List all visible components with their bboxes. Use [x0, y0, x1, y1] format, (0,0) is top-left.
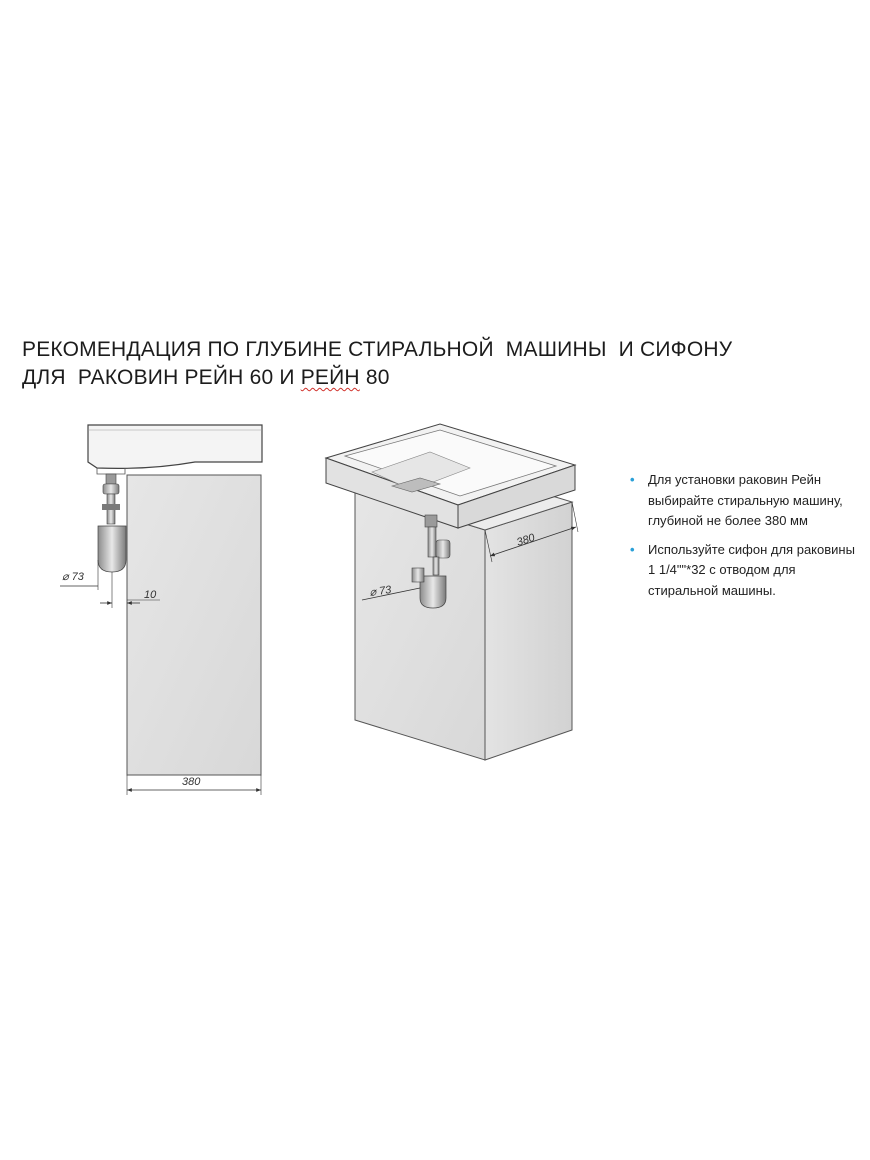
note-text: Используйте сифон для раковины 1 1/4""*32 с отводом для стиральной машины. [648, 541, 855, 598]
bullet-icon: • [630, 541, 635, 557]
washing-machine-side [127, 475, 261, 775]
washing-machine-front [355, 490, 485, 760]
title-line-2-marked-word: РЕЙН [300, 366, 360, 389]
note-text: Для установки раковин Рейн выбирайте стиральную машину, глубиной не более 380 мм [648, 472, 843, 528]
title-line-1: РЕКОМЕНДАЦИЯ ПО ГЛУБИНЕ СТИРАЛЬНОЙ МАШИНЫ И СИФОНУ [22, 338, 733, 361]
left-depth-label: 380 [182, 776, 201, 788]
side-view-drawing [60, 425, 262, 795]
right-depth-label: 380 [515, 531, 537, 549]
siphon-left [98, 474, 126, 572]
title-line-2-prefix: ДЛЯ РАКОВИН РЕЙН 60 И [22, 366, 301, 389]
left-gap-label: 10 [144, 589, 157, 601]
isometric-view-drawing [326, 424, 578, 760]
list-item [630, 540, 860, 602]
recommendation-list [630, 470, 860, 609]
bullet-icon: • [630, 472, 635, 487]
left-siphon-diameter-label: ⌀ 73 [62, 571, 84, 583]
list-item [630, 470, 860, 532]
sink-side [88, 425, 262, 468]
right-siphon-diameter-label: ⌀ 73 [368, 584, 393, 599]
title-line-2-suffix: 80 [359, 366, 390, 389]
